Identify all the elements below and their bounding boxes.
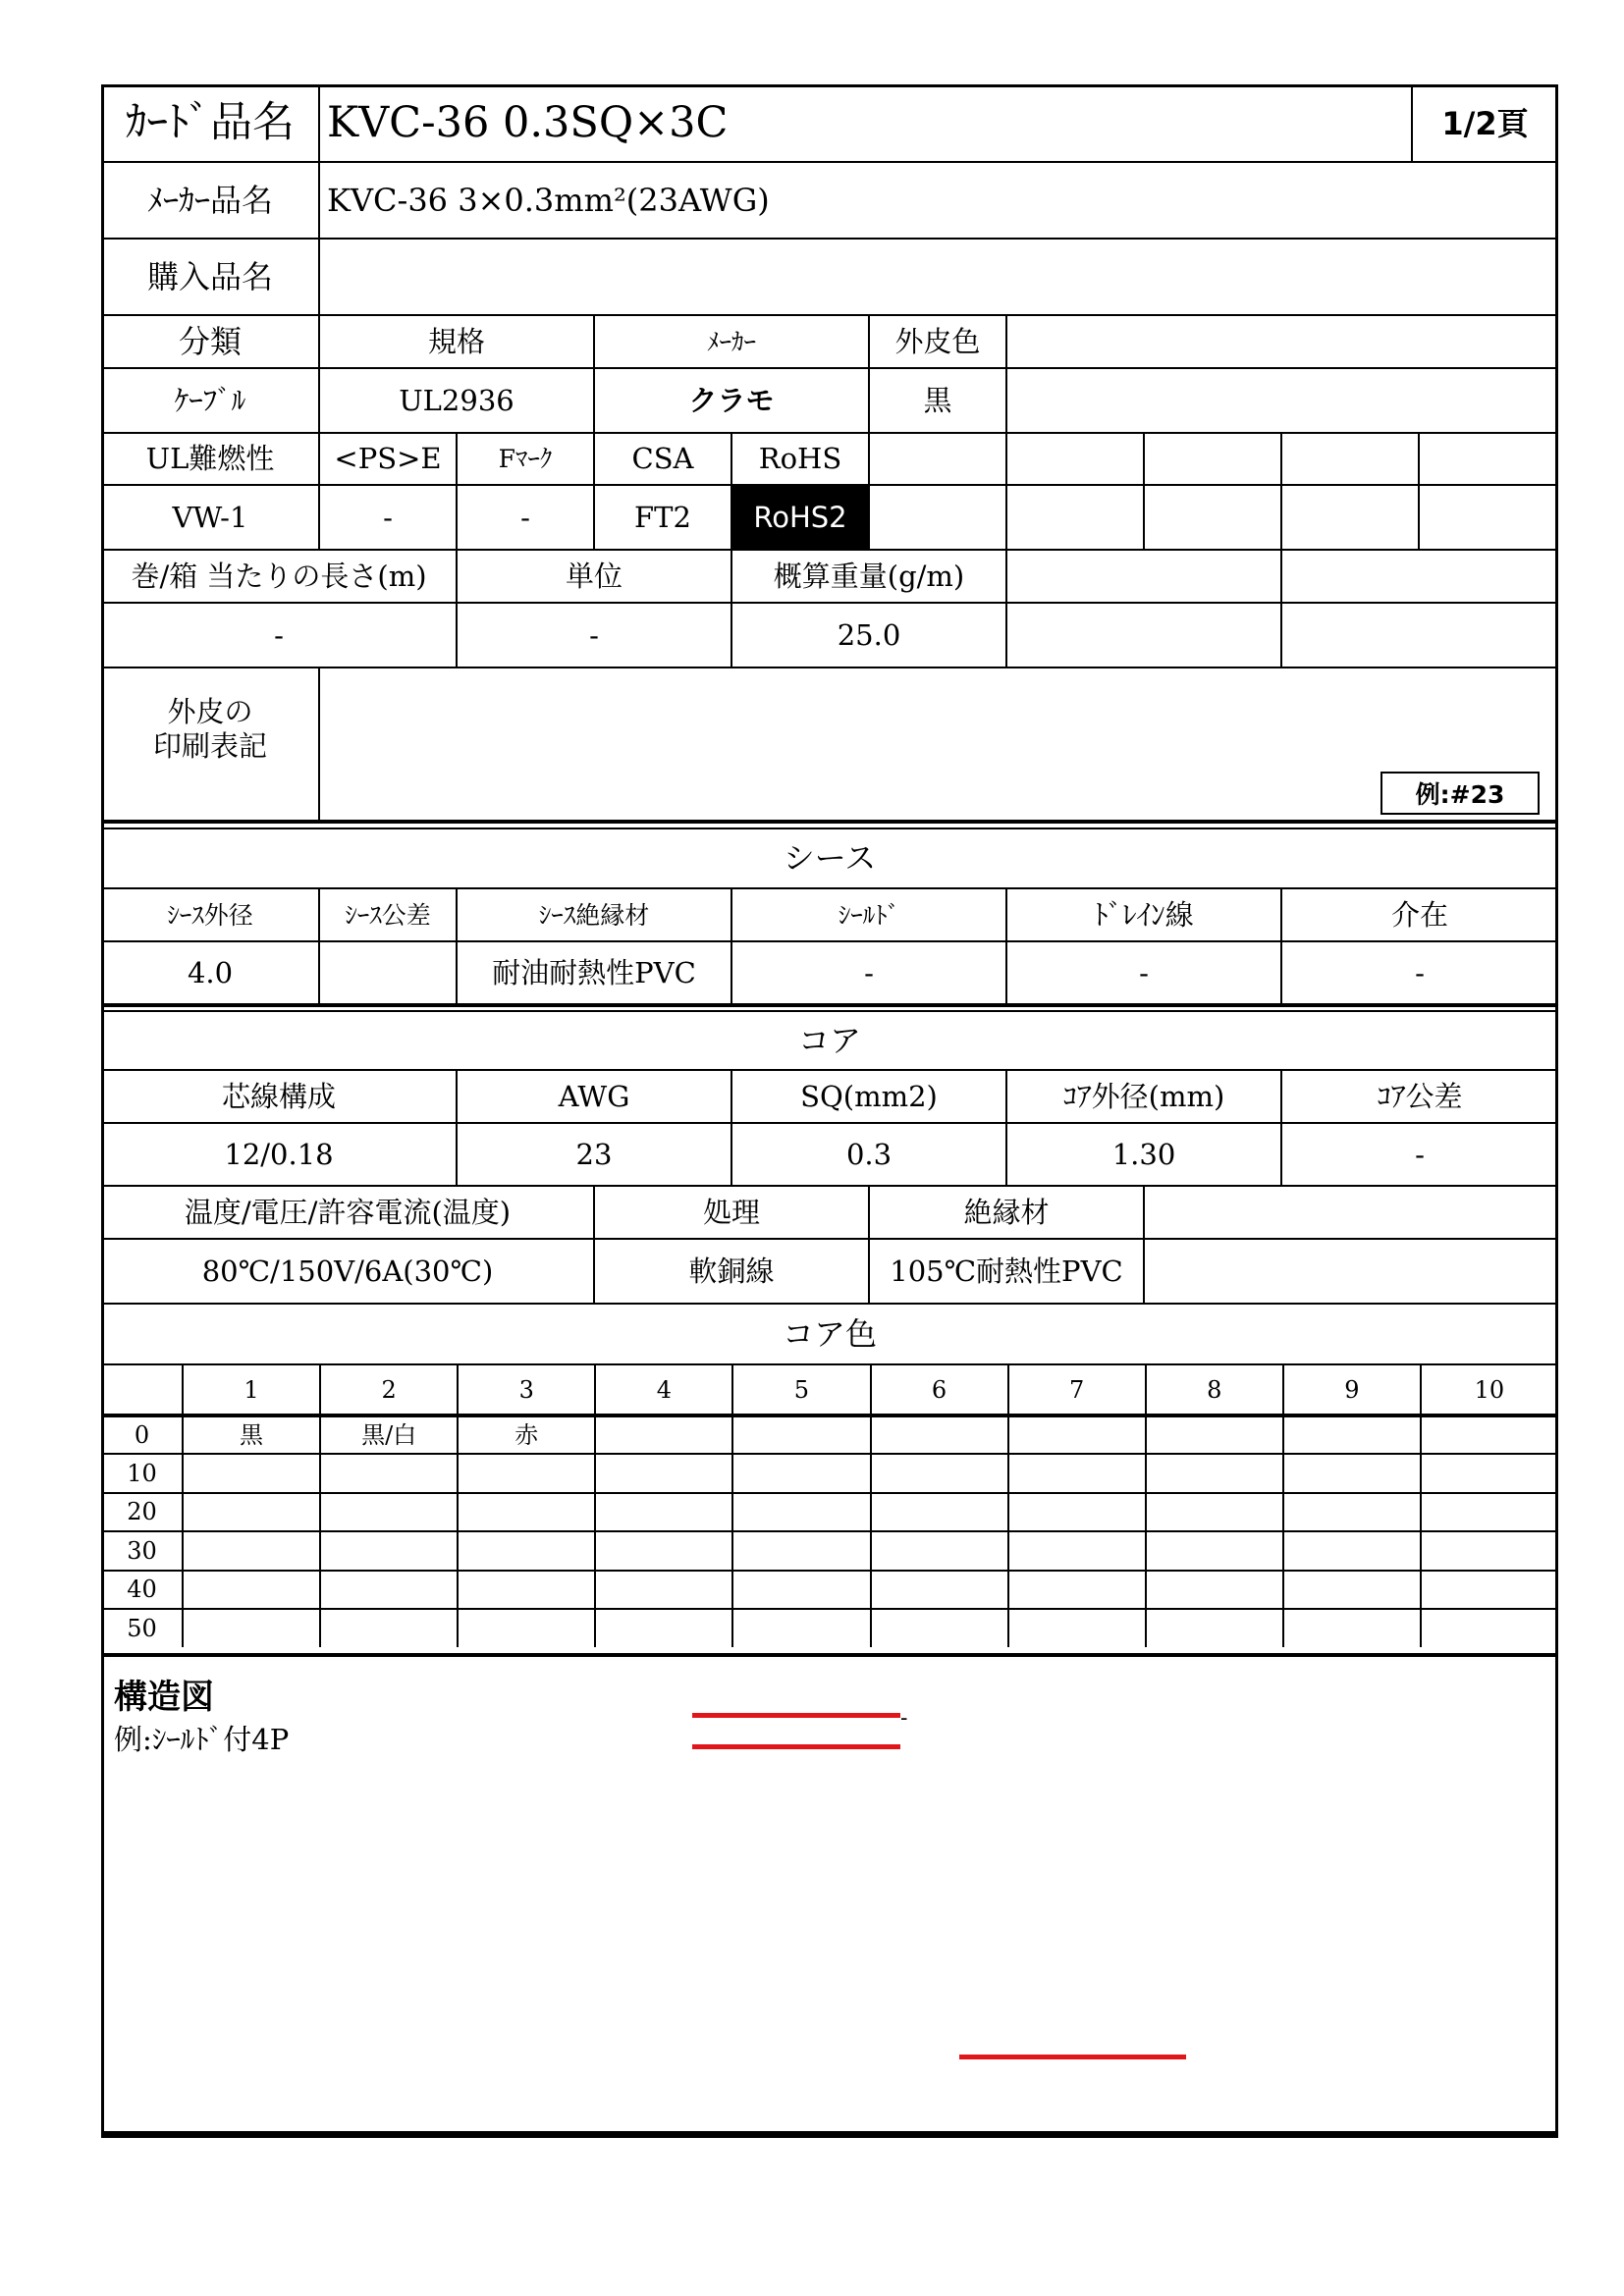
- core-color-cell: [1421, 1531, 1558, 1570]
- core-color-cell: [871, 1609, 1008, 1647]
- core-color-cell: [1008, 1454, 1146, 1492]
- core-color-cell: [1283, 1609, 1421, 1647]
- core-color-cell: [871, 1493, 1008, 1531]
- core-color-cell: [595, 1493, 732, 1531]
- core-color-cell: [1283, 1454, 1421, 1492]
- core-color-row-label: 40: [127, 1575, 157, 1604]
- core-color-cell: [1421, 1454, 1558, 1492]
- treatment-value: 軟銅線: [688, 1254, 775, 1288]
- ul-flame-value: VW-1: [172, 500, 248, 534]
- core-color-cell: [871, 1454, 1008, 1492]
- core-color-row-label: 20: [127, 1498, 157, 1526]
- core-color-cell: [320, 1609, 458, 1647]
- core-color-cell: [458, 1493, 595, 1531]
- core-color-cell: [1008, 1609, 1146, 1647]
- maker-name-value: KVC-36 3×0.3mm²(23AWG): [327, 182, 770, 219]
- approx-weight-value: 25.0: [837, 617, 901, 652]
- core-color-cell: 黒: [240, 1420, 264, 1449]
- core-color-cell: [1283, 1415, 1421, 1454]
- purchase-name-label: 購入品名: [146, 258, 273, 295]
- core-color-cell: [1008, 1493, 1146, 1531]
- outer-color-label: 外皮色: [894, 324, 981, 358]
- f-mark-value: -: [520, 500, 530, 534]
- rating-value: 80℃/150V/6A(30℃): [201, 1254, 494, 1288]
- purchase-name-value: [319, 239, 1558, 315]
- core-color-cell: [1421, 1415, 1558, 1454]
- shield-label: ｼｰﾙﾄﾞ: [838, 900, 900, 930]
- ul-flame-label: UL難燃性: [145, 442, 275, 475]
- core-color-cell: [320, 1531, 458, 1570]
- core-color-cell: [1146, 1493, 1283, 1531]
- core-color-cell: [871, 1531, 1008, 1570]
- core-color-cell: [183, 1454, 320, 1492]
- core-color-cell: [595, 1454, 732, 1492]
- length-per-reel-value: -: [274, 617, 284, 652]
- conductor-construction-value: 12/0.18: [224, 1137, 334, 1171]
- core-color-cell: [1146, 1609, 1283, 1647]
- core-color-cell: [595, 1415, 732, 1454]
- core-color-cell: [1283, 1531, 1421, 1570]
- standard-label: 規格: [427, 324, 485, 358]
- outer-color-value: 黒: [923, 383, 952, 417]
- core-od-label: ｺｱ外径(mm): [1062, 1079, 1225, 1113]
- core-color-cell: [1146, 1571, 1283, 1609]
- treatment-label: 処理: [702, 1195, 760, 1229]
- core-color-column-header: 5: [793, 1376, 810, 1404]
- structure-diagram-title: 構造図: [114, 1678, 214, 1717]
- sq-label: SQ(mm2): [800, 1079, 938, 1113]
- pse-label: <PS>E: [334, 442, 442, 475]
- core-color-cell: [1146, 1531, 1283, 1570]
- sq-value: 0.3: [845, 1137, 893, 1171]
- length-per-reel-label: 巻/箱 当たりの長さ(m): [131, 559, 427, 593]
- filler-value: -: [1415, 955, 1425, 989]
- sheath-section-title: シース: [783, 839, 877, 877]
- core-color-cell: [458, 1571, 595, 1609]
- core-color-cell: [732, 1454, 870, 1492]
- core-color-column-header: 7: [1069, 1376, 1085, 1404]
- core-color-cell: [458, 1454, 595, 1492]
- maker-label: ﾒｰｶｰ: [706, 327, 756, 356]
- drain-wire-value: -: [1139, 955, 1149, 989]
- core-color-section-title: コア色: [782, 1315, 877, 1353]
- rohs-value-badge: RoHS2: [731, 485, 869, 550]
- core-color-cell: [595, 1571, 732, 1609]
- core-color-row-label: 0: [134, 1420, 150, 1449]
- red-line-upper: [692, 1713, 900, 1718]
- core-color-cell: [1008, 1571, 1146, 1609]
- csa-value: FT2: [634, 500, 691, 534]
- conductor-construction-label: 芯線構成: [221, 1079, 336, 1113]
- core-color-column-header: 8: [1207, 1376, 1222, 1404]
- core-tolerance-label: ｺｱ公差: [1377, 1079, 1463, 1113]
- core-od-value: 1.30: [1111, 1137, 1176, 1171]
- core-color-cell: [458, 1531, 595, 1570]
- csa-label: CSA: [631, 442, 694, 475]
- core-color-cell: [183, 1493, 320, 1531]
- core-color-cell: 赤: [514, 1420, 539, 1449]
- print-mark-example: 例:#23: [1380, 772, 1540, 815]
- unit-label: 単位: [565, 559, 623, 593]
- print-mark-label-line1: 外皮の: [167, 695, 253, 728]
- classification-value: ｹｰﾌﾞﾙ: [174, 383, 246, 417]
- core-color-column-header: 1: [244, 1376, 259, 1404]
- core-color-cell: [1283, 1571, 1421, 1609]
- sheath-insulation-label: ｼｰｽ絶縁材: [538, 900, 650, 930]
- core-color-cell: [183, 1531, 320, 1570]
- core-color-row-label: 30: [127, 1536, 157, 1565]
- core-color-cell: [1421, 1609, 1558, 1647]
- insulation-value: 105℃耐熱性PVC: [890, 1254, 1123, 1288]
- page-number: 1/2頁: [1441, 104, 1529, 142]
- core-color-cell: [732, 1415, 870, 1454]
- filler-label: 介在: [1390, 897, 1448, 932]
- maker-name-label: ﾒｰｶｰ品名: [146, 182, 273, 219]
- core-color-cell: 黒/白: [361, 1420, 417, 1449]
- awg-label: AWG: [558, 1079, 630, 1113]
- pse-value: -: [383, 500, 393, 534]
- core-color-cell: [320, 1571, 458, 1609]
- insulation-label: 絶縁材: [963, 1195, 1050, 1229]
- core-color-cell: [458, 1609, 595, 1647]
- unit-value: -: [589, 617, 599, 652]
- red-line-end-mark: -: [900, 1706, 908, 1731]
- core-color-cell: [1008, 1531, 1146, 1570]
- rating-label: 温度/電圧/許容電流(温度): [184, 1195, 512, 1229]
- sheath-od-label: ｼｰｽ外径: [167, 900, 253, 930]
- maker-value: クラモ: [688, 383, 775, 417]
- card-name-label: ｶｰﾄﾞ品名: [126, 98, 295, 147]
- core-color-cell: [1008, 1415, 1146, 1454]
- core-color-cell: [183, 1571, 320, 1609]
- drain-wire-label: ﾄﾞﾚｲﾝ線: [1094, 897, 1194, 932]
- approx-weight-label: 概算重量(g/m): [773, 559, 965, 593]
- core-color-cell: [1421, 1571, 1558, 1609]
- core-color-column-header: 3: [518, 1376, 534, 1404]
- core-color-column-header: 6: [931, 1376, 947, 1404]
- core-color-cell: [320, 1454, 458, 1492]
- core-color-cell: [732, 1609, 870, 1647]
- print-mark-value: [319, 667, 1558, 820]
- core-color-column-header: 2: [381, 1376, 397, 1404]
- core-color-cell: [1146, 1415, 1283, 1454]
- core-tolerance-value: -: [1415, 1137, 1425, 1171]
- core-color-cell: [871, 1415, 1008, 1454]
- awg-value: 23: [575, 1137, 613, 1171]
- shield-value: -: [864, 955, 874, 989]
- core-color-row-label: 10: [127, 1460, 157, 1488]
- standard-value: UL2936: [399, 383, 514, 417]
- sheath-tolerance-label: ｼｰｽ公差: [345, 900, 431, 930]
- core-color-row-label: 50: [127, 1614, 157, 1642]
- core-color-cell: [320, 1493, 458, 1531]
- spec-sheet: [101, 84, 1558, 2138]
- classification-label: 分類: [178, 323, 242, 360]
- sheath-tolerance-value: [319, 941, 457, 1004]
- core-color-cell: [1421, 1493, 1558, 1531]
- red-line-lower: [959, 2055, 1186, 2059]
- sheath-od-value: 4.0: [187, 955, 234, 989]
- core-color-cell: [595, 1531, 732, 1570]
- core-color-cell: [595, 1609, 732, 1647]
- core-color-cell: [1146, 1454, 1283, 1492]
- structure-example-text: 例:ｼｰﾙﾄﾞ付4P: [114, 1723, 290, 1756]
- core-section-title: コア: [797, 1021, 861, 1059]
- core-color-column-header: 4: [656, 1376, 672, 1404]
- core-color-cell: [1283, 1493, 1421, 1531]
- rohs-label: RoHS: [758, 442, 842, 475]
- core-color-cell: [732, 1571, 870, 1609]
- core-color-column-header: 9: [1344, 1376, 1360, 1404]
- card-name-value: KVC-36 0.3SQ×3C: [327, 98, 729, 147]
- print-mark-label-line2: 印刷表記: [152, 729, 267, 763]
- red-line-middle: [692, 1744, 900, 1749]
- f-mark-label: Fﾏｰｸ: [498, 445, 553, 473]
- core-color-cell: [732, 1493, 870, 1531]
- core-color-cell: [732, 1531, 870, 1570]
- core-color-cell: [871, 1571, 1008, 1609]
- core-color-column-header: 10: [1474, 1376, 1505, 1404]
- core-color-cell: [183, 1609, 320, 1647]
- sheath-insulation-value: 耐油耐熱性PVC: [492, 955, 696, 989]
